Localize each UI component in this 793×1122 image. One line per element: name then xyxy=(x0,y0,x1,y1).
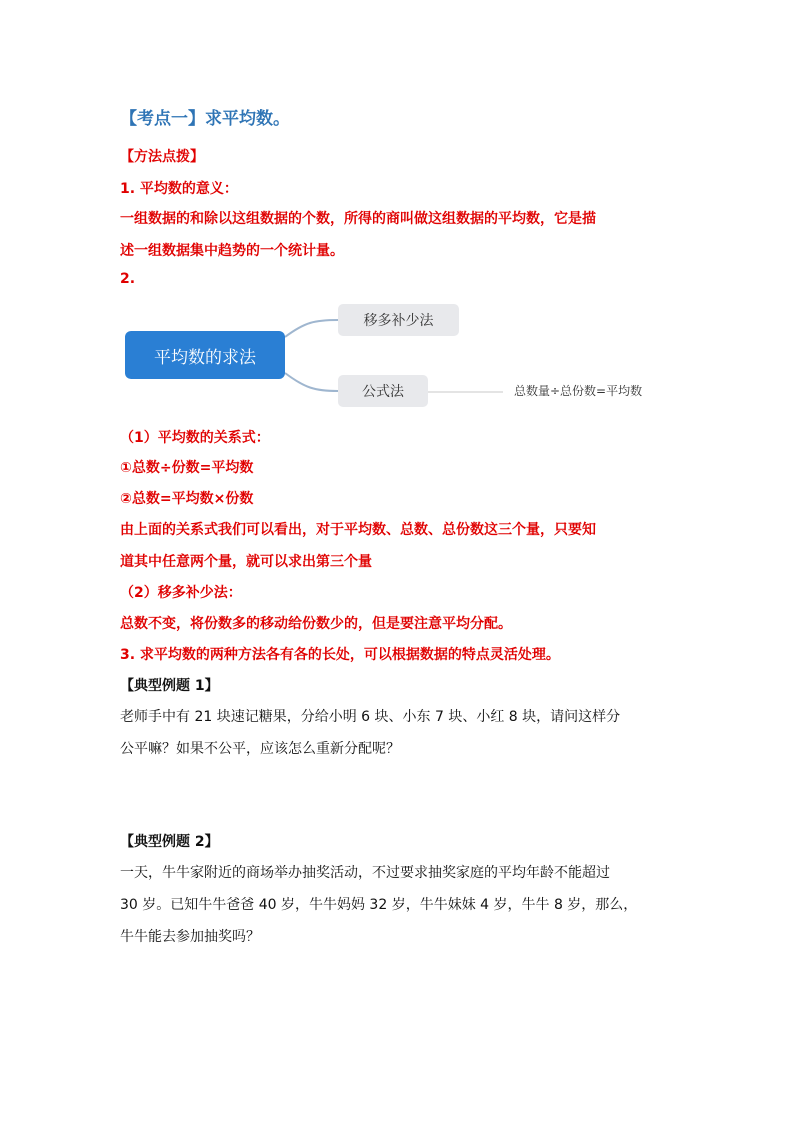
relations-title: （1）平均数的关系式： xyxy=(120,430,270,446)
mindmap-root: 平均数的求法 xyxy=(125,331,285,379)
example2-body-line: 一天，牛牛家附近的商场举办抽奖活动，不过要求抽奖家庭的平均年龄不能超过 xyxy=(120,865,610,881)
mindmap-branch-move: 移多补少法 xyxy=(338,304,459,336)
mindmap-formula-note: 总数量÷总份数=平均数 xyxy=(514,384,643,398)
example2-body-line: 30 岁。已知牛牛爸爸 40 岁，牛牛妈妈 32 岁，牛牛妹妹 4 岁，牛牛 8 岁，那么， xyxy=(120,897,638,913)
section-heading: 【考点一】求平均数。 xyxy=(120,109,290,129)
relations-body-line: 由上面的关系式我们可以看出，对于平均数、总数、总份数这三个量，只要知 xyxy=(120,522,596,538)
move-body: 总数不变，将份数多的移动给份数少的，但是要注意平均分配。 xyxy=(120,616,512,632)
example1-title: 【典型例题 1】 xyxy=(120,678,219,694)
example1-body-line: 公平嘛？如果不公平，应该怎么重新分配呢？ xyxy=(120,741,400,757)
point3: 3. 求平均数的两种方法各有各的长处，可以根据数据的特点灵活处理。 xyxy=(120,647,560,663)
method-title: 【方法点拨】 xyxy=(120,149,204,165)
point1-body-line: 述一组数据集中趋势的一个统计量。 xyxy=(120,243,344,259)
example2-title: 【典型例题 2】 xyxy=(120,834,219,850)
point1-title: 1. 平均数的意义： xyxy=(120,181,238,197)
point2-title: 2. xyxy=(120,271,136,287)
relations-body-line: 道其中任意两个量，就可以求出第三个量 xyxy=(120,554,372,570)
connector-branch2 xyxy=(285,373,338,391)
relation-2: ②总数=平均数×份数 xyxy=(120,491,254,507)
example1-body-line: 老师手中有 21 块速记糖果，分给小明 6 块、小东 7 块、小红 8 块，请问这样分 xyxy=(120,709,621,725)
example2-body-line: 牛牛能去参加抽奖吗？ xyxy=(120,929,260,945)
mindmap-branch-formula: 公式法 xyxy=(338,375,428,407)
move-title: （2）移多补少法： xyxy=(120,585,242,601)
relation-1: ①总数÷份数=平均数 xyxy=(120,460,254,476)
point1-body-line: 一组数据的和除以这组数据的个数，所得的商叫做这组数据的平均数，它是描 xyxy=(120,211,596,227)
connector-branch1 xyxy=(285,320,338,337)
